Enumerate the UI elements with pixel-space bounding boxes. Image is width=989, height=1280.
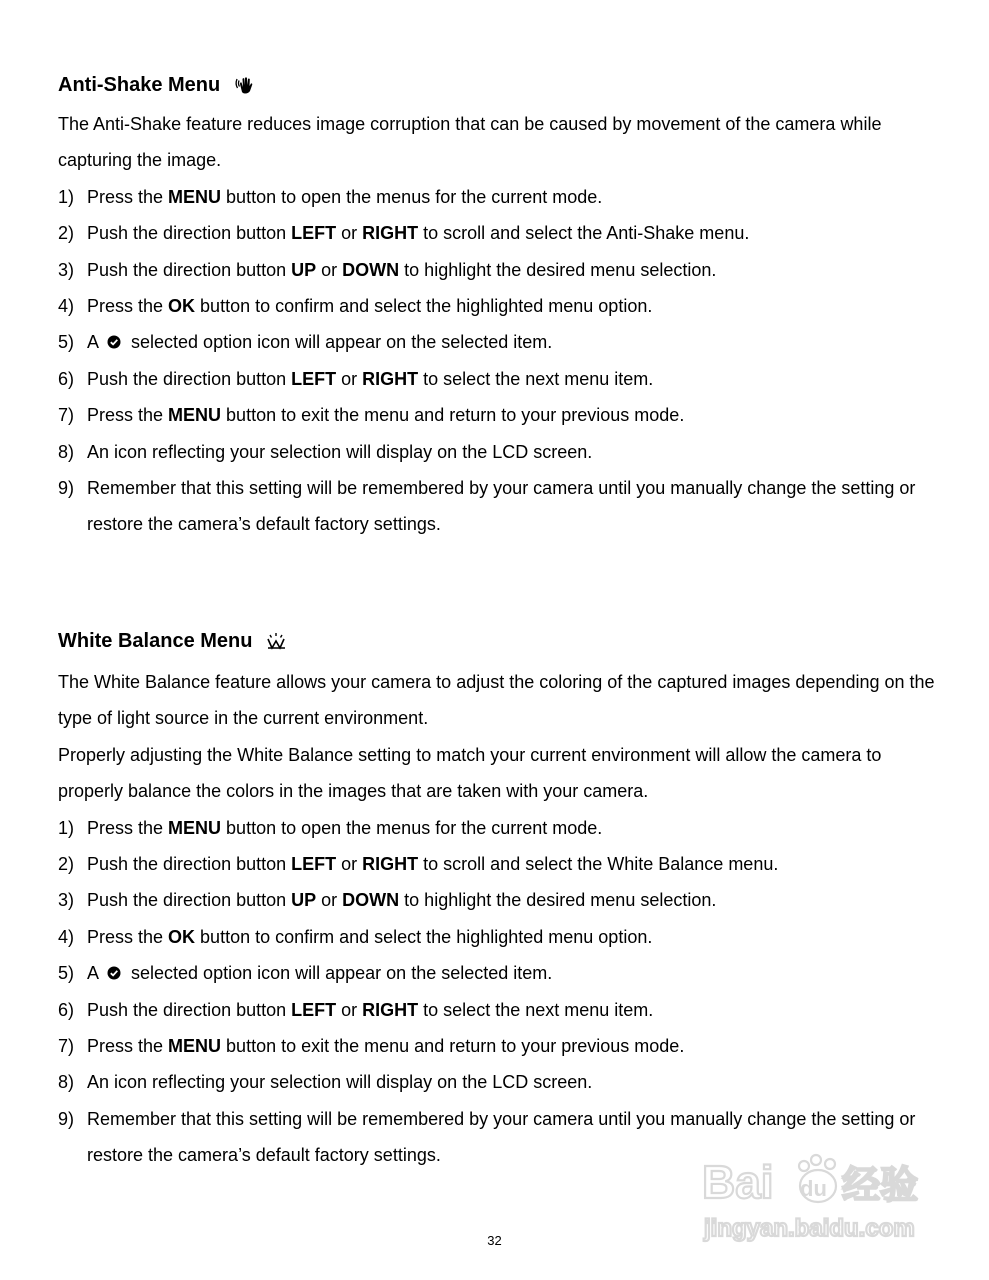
anti-shake-section bbox=[58, 70, 938, 543]
steps-list bbox=[58, 179, 938, 543]
list-item: 8) An icon reflecting your selection will display on the LCD screen. bbox=[58, 441, 593, 462]
svg-text:du: du bbox=[800, 1176, 827, 1201]
white-balance-icon bbox=[266, 631, 288, 651]
selected-check-icon bbox=[107, 335, 121, 349]
list-item: 9) Remember that this setting will be remembered by your camera until you manually change the setting or restore the camera’s default factory settings. bbox=[58, 1108, 916, 1166]
page-number: 32 bbox=[487, 1233, 502, 1248]
svg-text:Bai: Bai bbox=[702, 1156, 774, 1208]
list-item: 8) An icon reflecting your selection will display on the LCD screen. bbox=[58, 1072, 593, 1093]
steps-list bbox=[58, 810, 938, 1174]
list-item: 7) Press the MENU button to exit the menu and return to your previous mode. bbox=[58, 1036, 685, 1057]
section-intro: The White Balance feature allows your camera to adjust the coloring of the captured images depending on the type of light source in the current environment. bbox=[58, 672, 935, 729]
svg-text:jingyan.baidu.com: jingyan.baidu.com bbox=[704, 1215, 915, 1242]
section-heading bbox=[58, 70, 938, 100]
list-item: 4) Press the OK button to confirm and select the highlighted menu option. bbox=[58, 926, 653, 947]
list-item: 5) A selected option icon will appear on the selected item. bbox=[58, 332, 553, 353]
list-item: 2) Push the direction button LEFT or RIGHT to scroll and select the White Balance menu. bbox=[58, 854, 779, 875]
baidu-watermark-logo bbox=[700, 1148, 940, 1248]
list-item: 5) A selected option icon will appear on the selected item. bbox=[58, 963, 553, 984]
list-item: 4) Press the OK button to confirm and select the highlighted menu option. bbox=[58, 296, 653, 317]
svg-text:经验: 经验 bbox=[842, 1163, 919, 1207]
list-item: 6) Push the direction button LEFT or RIGHT to select the next menu item. bbox=[58, 999, 654, 1020]
list-item: 1) Press the MENU button to open the menus for the current mode. bbox=[58, 817, 603, 838]
list-item: 7) Press the MENU button to exit the menu and return to your previous mode. bbox=[58, 405, 685, 426]
section-title: White Balance Menu bbox=[58, 630, 253, 652]
anti-shake-hand-icon bbox=[234, 75, 256, 95]
section-paragraph: Properly adjusting the White Balance setting to match your current environment will allow the camera to properly balance the colors in the images that are taken with your camera. bbox=[58, 744, 882, 802]
list-item: 2) Push the direction button LEFT or RIGHT to scroll and select the Anti-Shake menu. bbox=[58, 223, 750, 244]
section-title: Anti-Shake Menu bbox=[58, 74, 221, 96]
list-item: 9) Remember that this setting will be remembered by your camera until you manually change the setting or restore the camera’s default factory settings. bbox=[58, 478, 916, 535]
selected-check-icon bbox=[107, 966, 121, 980]
list-item: 3) Push the direction button UP or DOWN to highlight the desired menu selection. bbox=[58, 259, 717, 280]
white-balance-section bbox=[58, 626, 938, 1174]
list-item: 6) Push the direction button LEFT or RIGHT to select the next menu item. bbox=[58, 368, 654, 389]
section-intro: The Anti-Shake feature reduces image corruption that can be caused by movement of the camera while capturing the image. bbox=[58, 114, 882, 171]
section-heading bbox=[58, 626, 938, 656]
list-item: 1) Press the MENU button to open the menus for the current mode. bbox=[58, 186, 603, 207]
list-item: 3) Push the direction button UP or DOWN to highlight the desired menu selection. bbox=[58, 890, 717, 911]
